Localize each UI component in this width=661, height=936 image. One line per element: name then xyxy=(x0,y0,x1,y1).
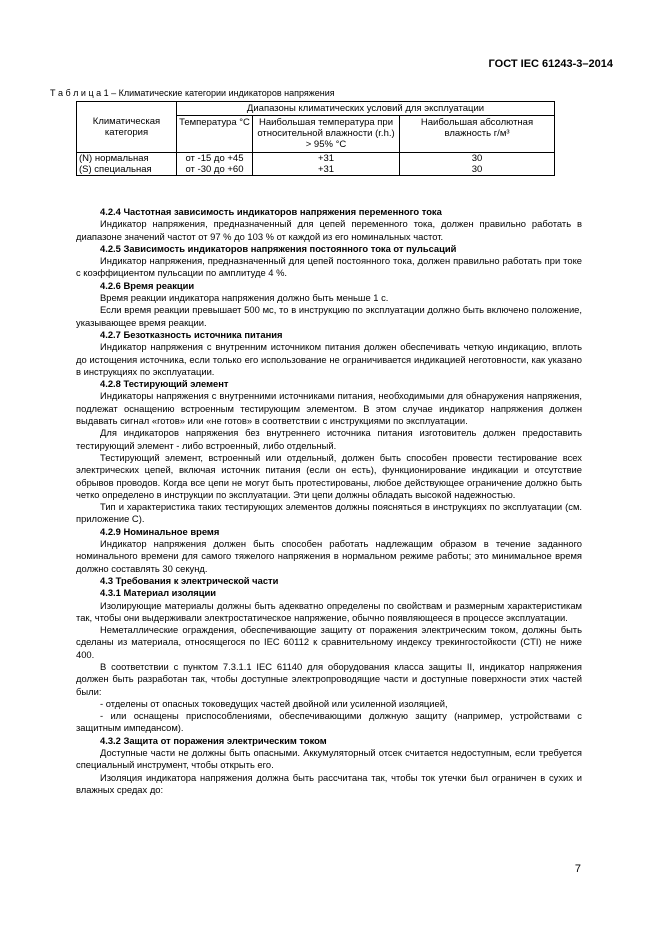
temperature-cell: от -30 до +60 xyxy=(177,164,253,176)
section-heading: 4.2.9 Номинальное время xyxy=(100,525,220,537)
section-heading: 4.2.8 Тестирующий элемент xyxy=(100,378,229,390)
paragraph: Индикатор напряжения, предназначенный для цепей переменного тока, должен правильно работать в диапазоне значений частот от 97 % до 103 % от каждой из его номинальных частот. xyxy=(76,218,582,242)
column-group-header: Диапазоны климатических условий для эксплуатации xyxy=(177,102,555,116)
table-caption: Т а б л и ц а 1 – Климатические категории индикаторов напряжения xyxy=(50,88,335,98)
section-heading: 4.2.5 Зависимость индикаторов напряжения постоянного тока от пульсаций xyxy=(100,242,457,254)
section-heading: 4.3 Требования к электрической части xyxy=(100,574,279,586)
paragraph: В соответствии с пунктом 7.3.1.1 IEC 61140 для оборудования класса защиты II, индикатор напряжения должен быть разработан так, чтобы доступные электропроводящие части и доступные поверхности этих частей были: xyxy=(76,660,582,697)
section-heading: 4.2.6 Время реакции xyxy=(100,279,195,291)
temperature-cell: от -15 до +45 xyxy=(177,153,253,165)
rh-temperature-cell: +31 xyxy=(253,164,400,176)
column-header-temperature: Температура °С xyxy=(177,116,253,153)
column-header-category: Климатическая категория xyxy=(77,102,177,153)
paragraph: Индикатор напряжения с внутренним источником питания должен обеспечивать четкую индикацию, вплоть до истощения источника, если только его использование не ограничивается индикацией неготовности, как указано в инструкциях по эксплуатации. xyxy=(76,341,582,377)
paragraph: Для индикаторов напряжения без внутреннего источника питания изготовитель должен предоставить тестирующий элемент - либо встроенный, либо отдельный. xyxy=(76,427,582,451)
paragraph: Доступные части не должны быть опасными. Аккумуляторный отсек считается недоступным, если требуется специальный инструмент, чтобы открыть его. xyxy=(76,747,582,771)
table-row xyxy=(77,153,555,165)
paragraph: Изолирующие материалы должны быть адекватно определены по свойствам и размерным характеристикам так, чтобы они выдерживали электростатическое напряжение, обычно появляющееся в процессе эксплуатации. xyxy=(76,599,582,623)
section-heading: 4.2.4 Частотная зависимость индикаторов напряжения переменного тока xyxy=(100,206,442,217)
paragraph: Неметаллические ограждения, обеспечивающие защиту от поражения электрическим током, должны быть сделаны из материала, относящегося по IEC 60112 к сравнительному индексу трекингостойкости (CTI) не ниже 400. xyxy=(76,624,582,660)
climate-table xyxy=(76,101,555,176)
paragraph: Индикаторы напряжения с внутренними источниками питания, необходимыми для обнаружения напряжения, подлежат оснащению встроенным тестирующим элементом. В этом случае индикатор напряжения должен выдавать сигнал «готов» или «не готов» в соответствии с инструкциями по эксплуатации. xyxy=(76,390,582,427)
paragraph: Тип и характеристика таких тестирующих элементов должны поясняться в инструкциях по эксплуатации (см. приложение С). xyxy=(76,501,582,525)
section-heading: 4.3.1 Материал изоляции xyxy=(100,587,217,599)
absolute-humidity-cell: 30 xyxy=(400,164,555,176)
category-cell: (N) нормальная xyxy=(77,153,177,165)
paragraph: - или оснащены приспособлениями, обеспечивающими должную защиту (например, устройствами с защитным импедансом). xyxy=(76,710,582,734)
section-heading: 4.3.2 Защита от поражения электрическим током xyxy=(100,734,327,746)
absolute-humidity-cell: 30 xyxy=(400,153,555,165)
category-cell: (S) специальная xyxy=(77,164,177,176)
rh-temperature-cell: +31 xyxy=(253,153,400,165)
paragraph: Если время реакции превышает 500 мс, то в инструкцию по эксплуатации должно быть включено положение, указывающее время реакции. xyxy=(76,304,582,328)
column-header-rh-temperature: Наибольшая температура при относительной влажности (r.h.) > 95% °С xyxy=(253,116,400,153)
column-header-absolute-humidity: Наибольшая абсолютная влажность г/м³ xyxy=(400,116,555,153)
document-code: ГОСТ IEC 61243-3–2014 xyxy=(488,58,613,70)
paragraph: Индикатор напряжения должен быть способен работать надлежащим образом в течение заданного номинального времени для самого тяжелого напряжения в нормальном режиме работы; это минимальное время должно составлять 30 секунд. xyxy=(76,538,582,574)
paragraph: Индикатор напряжения, предназначенный для цепей постоянного тока, должен правильно работать при токе с коэффициентом пульсации по амплитуде 4 %. xyxy=(76,255,582,279)
paragraph: - отделены от опасных токоведущих частей двойной или усиленной изоляцией, xyxy=(100,697,448,709)
paragraph: Изоляция индикатора напряжения должна быть рассчитана так, чтобы ток утечки был ограничен в сухих и влажных средах до: xyxy=(76,771,582,795)
page-number: 7 xyxy=(574,863,581,875)
section-heading: 4.2.7 Безотказность источника питания xyxy=(100,328,283,340)
paragraph: Тестирующий элемент, встроенный или отдельный, должен быть способен провести тестирование всех электрических цепей, включая источник питания (если он есть), функционирование индикации и отсутствие обрывов проводов. Когда все цепи не могут быть протестированы, любое действующее ограничение должно быть четко определено в инструкции по эксплуатации. Эти цепи должны обладать высокой надежностью. xyxy=(76,451,582,500)
document-body xyxy=(76,206,582,796)
paragraph: Время реакции индикатора напряжения должно быть меньше 1 с. xyxy=(100,292,389,304)
table-row xyxy=(77,164,555,176)
